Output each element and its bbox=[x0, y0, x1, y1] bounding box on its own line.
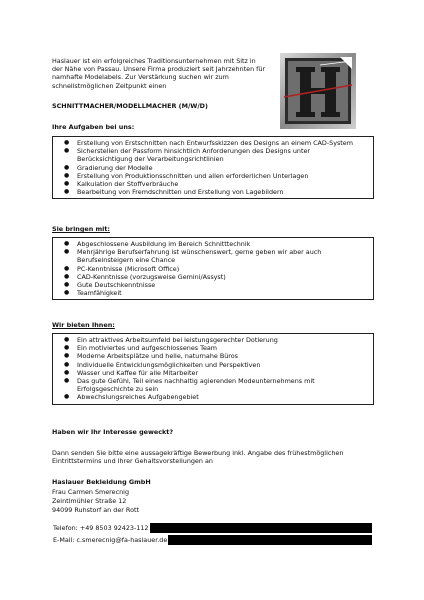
bullet-icon: ● bbox=[64, 147, 70, 155]
bullet-icon: ● bbox=[64, 264, 70, 272]
bullet-icon: ● bbox=[64, 344, 70, 352]
list-item bbox=[53, 281, 373, 289]
list-item-text: Gradierung der Modelle bbox=[77, 163, 153, 172]
list-item bbox=[53, 361, 373, 369]
intro-line: der Nähe von Passau. Unsere Firma produziert seit Jahrzehnten für bbox=[52, 65, 266, 74]
offer-list bbox=[53, 334, 373, 404]
intro-line: Haslauer ist ein erfolgreiches Traditionsunternehmen mit Sitz in bbox=[52, 57, 256, 65]
list-item-text: Kalkulation der Stoffverbräuche bbox=[77, 180, 179, 189]
list-item bbox=[53, 385, 373, 393]
intro-line: namhafte Modelabels. Zur Verstärkung suchen wir zum bbox=[52, 73, 229, 82]
phone-number[interactable]: Telefon: +49 8503 92423-112 bbox=[53, 524, 149, 532]
list-item-text: Erfolgsgeschichte zu sein bbox=[77, 385, 159, 394]
bullet-icon: ● bbox=[64, 171, 70, 179]
list-item bbox=[53, 172, 373, 180]
city-address: 94099 Ruhstorf an der Rott bbox=[52, 506, 139, 514]
list-item bbox=[53, 344, 373, 352]
profile-list bbox=[53, 238, 373, 299]
list-item-text: Wasser und Kaffee für alle Mitarbeiter bbox=[77, 368, 199, 377]
list-item-text: Bearbeitung von Fremdschnitten und Erstellung von Lagebildern bbox=[77, 188, 284, 197]
bullet-icon: ● bbox=[64, 289, 70, 297]
list-item bbox=[53, 248, 373, 256]
profile-box bbox=[52, 237, 374, 300]
company-name: Haslauer Bekleidung GmbH bbox=[52, 478, 151, 486]
list-item-text: CAD-Kenntnisse (vorzugsweise Gemini/Assyst) bbox=[77, 272, 226, 281]
bullet-icon: ● bbox=[64, 163, 70, 171]
bullet-icon: ● bbox=[64, 393, 70, 401]
list-item-text: Erstellung von Produktionsschnitten und allen erforderlichen Unterlagen bbox=[77, 171, 309, 180]
offer-box bbox=[52, 333, 374, 405]
list-item bbox=[53, 289, 373, 297]
list-item bbox=[53, 393, 373, 401]
intro-line: schnellstmöglichen Zeitpunkt einen bbox=[52, 81, 167, 90]
list-item-text: Erstellung von Erstschnitten nach Entwurfsskizzen des Designs an einem CAD-System bbox=[77, 139, 353, 147]
bullet-icon: ● bbox=[64, 336, 70, 343]
interest-line: Dann senden Sie bitte eine aussagekräftige Bewerbung inkl. Angabe des frühestmöglichen bbox=[52, 449, 344, 457]
list-item-text: Moderne Arbeitsplätze und helle, naturnahe Büros bbox=[77, 352, 239, 361]
list-item bbox=[53, 369, 373, 377]
list-item bbox=[53, 147, 373, 155]
list-item bbox=[53, 188, 373, 196]
contact-person: Frau Carmen Smerecnig bbox=[52, 488, 129, 496]
list-item-text: Abwechslungsreiches Aufgabengebiet bbox=[77, 393, 199, 402]
list-item bbox=[53, 377, 373, 385]
bullet-icon: ● bbox=[64, 360, 70, 368]
list-item-text: Berufseinsteigern eine Chance bbox=[77, 256, 176, 265]
list-item-text: Ein motiviertes und aufgeschlossenes Team bbox=[77, 344, 218, 353]
list-item bbox=[53, 164, 373, 172]
email-link[interactable]: E-Mail: c.smerecnig@fa-haslauer.de bbox=[53, 536, 168, 544]
bullet-icon: ● bbox=[64, 180, 70, 188]
email-row bbox=[52, 535, 372, 545]
list-item bbox=[53, 256, 373, 264]
bullet-icon: ● bbox=[64, 272, 70, 280]
tasks-heading: Ihre Aufgaben bei uns: bbox=[52, 123, 135, 131]
list-item-text: Mehrjährige Berufserfahrung ist wünschenswert, gerne geben wir aber auch bbox=[77, 248, 322, 257]
bullet-icon: ● bbox=[64, 188, 70, 196]
intro-paragraph bbox=[52, 57, 274, 90]
bullet-icon: ● bbox=[64, 377, 70, 385]
interest-heading: Haben wir Ihr Interesse geweckt? bbox=[52, 428, 174, 436]
list-item bbox=[53, 240, 373, 248]
list-item-text: Das gute Gefühl, Teil eines nachhaltig agierenden Modeunternehmens mit bbox=[77, 377, 315, 386]
list-item bbox=[53, 155, 373, 163]
bullet-icon: ● bbox=[64, 240, 70, 247]
list-item bbox=[53, 139, 373, 147]
bullet-icon: ● bbox=[64, 352, 70, 360]
list-item-text: Teamfähigkeit bbox=[77, 289, 122, 298]
bullet-icon: ● bbox=[64, 281, 70, 289]
tasks-list bbox=[53, 137, 373, 198]
job-title: SCHNITTMACHER/MODELLMACHER (M/W/D) bbox=[52, 102, 208, 110]
list-item-text: Abgeschlossene Ausbildung im Bereich Schnitttechnik bbox=[77, 240, 251, 248]
list-item-text: PC-Kenntnisse (Microsoft Office) bbox=[77, 264, 180, 273]
profile-heading: Sie bringen mit: bbox=[52, 225, 110, 233]
list-item-text: Ein attraktives Arbeitsumfeld bei leistungsgerechter Dotierung bbox=[77, 336, 278, 344]
bullet-icon: ● bbox=[64, 248, 70, 256]
interest-line: Eintrittstermins und Ihrer Gehaltsvorstellungen an bbox=[52, 457, 213, 465]
phone-row bbox=[52, 523, 372, 533]
street-address: Zeintlmühler Straße 12 bbox=[52, 497, 127, 505]
list-item-text: Sicherstellen der Passform hinsichtlich Anforderungen des Designs unter bbox=[77, 147, 311, 156]
list-item bbox=[53, 265, 373, 273]
tasks-box bbox=[52, 136, 374, 199]
list-item-text: Gute Deutschkenntnisse bbox=[77, 281, 156, 290]
list-item bbox=[53, 180, 373, 188]
list-item bbox=[53, 273, 373, 281]
haslauer-logo bbox=[280, 53, 356, 129]
bullet-icon: ● bbox=[64, 368, 70, 376]
list-item bbox=[53, 352, 373, 360]
list-item bbox=[53, 336, 373, 344]
bullet-icon: ● bbox=[64, 139, 70, 146]
offer-heading: Wir bieten Ihnen: bbox=[52, 321, 115, 329]
list-item-text: Individuelle Entwicklungsmöglichkeiten und Perspektiven bbox=[77, 360, 261, 369]
list-item-text: Berücksichtigung der Verarbeitungsrichtlinien bbox=[77, 155, 224, 164]
